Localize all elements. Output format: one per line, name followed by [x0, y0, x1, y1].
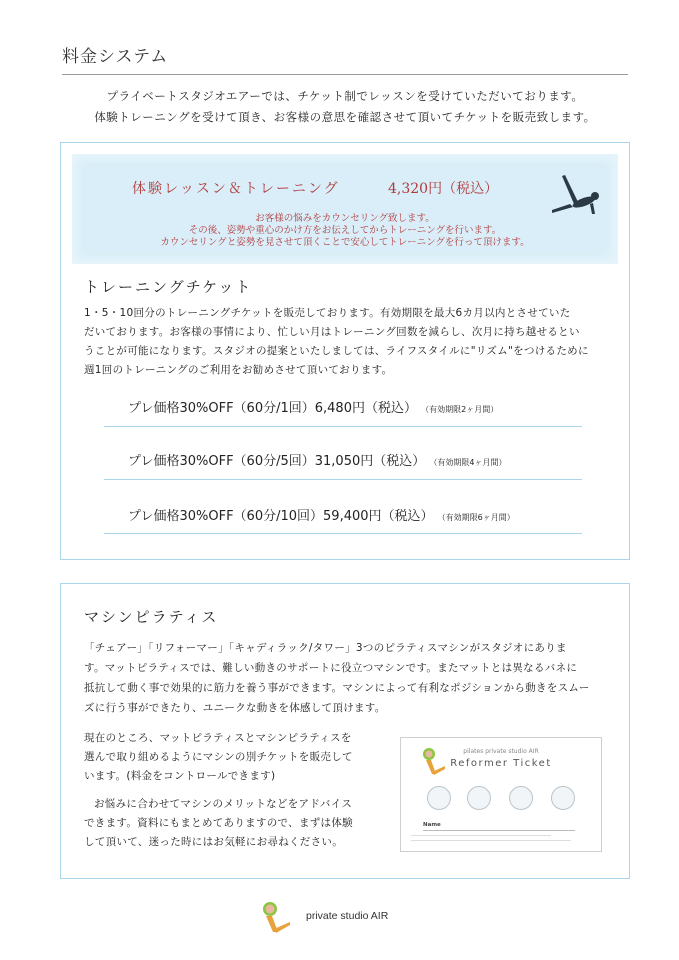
- training-line-3: うことが可能になります。スタジオの提案といたしましては、ライフスタイルに"リズム"をつけるために: [84, 345, 589, 357]
- footer-brand: private studio AIR: [306, 910, 389, 922]
- price-row-2: [128, 450, 506, 469]
- trial-desc-line-3: カウンセリングと姿勢を見させて頂くことで安心してトレーニングを行って頂けます。: [160, 237, 530, 248]
- ticket-note-line: [411, 840, 571, 841]
- price-label: プレ価格30%OFF（60分/1回）6,480円（税込）: [128, 401, 417, 416]
- machine-advice-line-1: お悩みに合わせてマシンのメリットなどをアドバイス: [94, 798, 353, 810]
- ticket-name-line: [423, 830, 575, 831]
- machine-advice-line-3: して頂いて、迷った時にはお気軽にお尋ねください。: [84, 836, 343, 848]
- price-divider: [104, 533, 582, 534]
- price-validity: （有効期限6ヶ月間）: [437, 513, 515, 522]
- ticket-title: Reformer Ticket: [450, 758, 552, 769]
- machine-line-1: 「チェアー」「リフォーマー」「キャディラック/タワー」3つのピラティスマシンがスタジオにありま: [84, 642, 567, 654]
- price-divider: [104, 426, 582, 427]
- machine-title: マシンピラティス: [84, 608, 219, 626]
- training-line-1: 1・5・10回分のトレーニングチケットを販売しております。有効期限を最大6カ月以内とさせていた: [84, 307, 571, 319]
- machine-advice-line-2: できます。資料にもまとめてありますので、まずは体験: [84, 817, 353, 829]
- trial-price: 4,320円（税込）: [388, 181, 499, 197]
- page-title: 料金システム: [62, 47, 169, 67]
- price-label: プレ価格30%OFF（60分/10回）59,400円（税込）: [128, 509, 434, 524]
- price-row-1: [128, 397, 498, 416]
- trial-desc-line-1: お客様の悩みをカウンセリング致します。: [255, 213, 435, 224]
- title-divider: [62, 74, 628, 75]
- training-line-2: だいております。お客様の事情により、忙しい月はトレーニング回数を減らし、次月に持ち越せるとい: [84, 326, 580, 338]
- ticket-name-label: Name: [423, 822, 441, 828]
- pilates-pose-icon: [540, 170, 604, 218]
- stamp-circle: [509, 786, 533, 810]
- ticket-brand: pilates private studio AIR: [463, 748, 539, 755]
- price-label: プレ価格30%OFF（60分/5回）31,050円（税込）: [128, 454, 426, 469]
- stamp-circle: [467, 786, 491, 810]
- stamp-circle: [427, 786, 451, 810]
- intro-line-2: 体験トレーニングを受けて頂き、お客様の意思を確認させて頂いてチケットを販売致します。: [94, 110, 596, 124]
- training-line-4: 週1回のトレーニングのご利用をお勧めさせて頂いております。: [84, 364, 393, 376]
- price-divider: [104, 479, 582, 480]
- trial-desc-line-2: その後、姿勢や重心のかけ方をお伝えしてからトレーニングを行います。: [188, 225, 502, 236]
- machine-line-2: す。マットピラティスでは、難しい動きのサポートに役立つマシンです。またマットとは異なるバネに: [84, 662, 578, 674]
- machine-ticket-line-2: 選んで取り組めるようにマシンの別チケットを販売して: [84, 751, 353, 763]
- reformer-ticket-image: [400, 737, 602, 852]
- price-validity: （有効期限2ヶ月間）: [421, 405, 499, 414]
- ticket-note-line: [411, 835, 551, 836]
- studio-air-logo-icon: [257, 898, 293, 934]
- price-row-3: [128, 505, 515, 524]
- trial-title: 体験レッスン＆トレーニング: [132, 181, 340, 197]
- price-validity: （有効期限4ヶ月間）: [429, 458, 507, 467]
- stamp-circle: [551, 786, 575, 810]
- machine-line-4: ズに行う事ができたり、ユニークな動きを体感して頂けます。: [84, 702, 386, 714]
- training-title: トレーニングチケット: [84, 278, 253, 296]
- intro-line-1: プライベートスタジオエアーでは、チケット制でレッスンを受けていただいております。: [106, 89, 584, 103]
- machine-ticket-line-3: います。(料金をコントロールできます): [84, 770, 276, 782]
- machine-ticket-line-1: 現在のところ、マットピラティスとマシンピラティスを: [84, 732, 352, 744]
- machine-line-3: 抵抗して動く事で効果的に筋力を養う事ができます。マシンによって有利なポジションから動きをスムー: [84, 682, 590, 694]
